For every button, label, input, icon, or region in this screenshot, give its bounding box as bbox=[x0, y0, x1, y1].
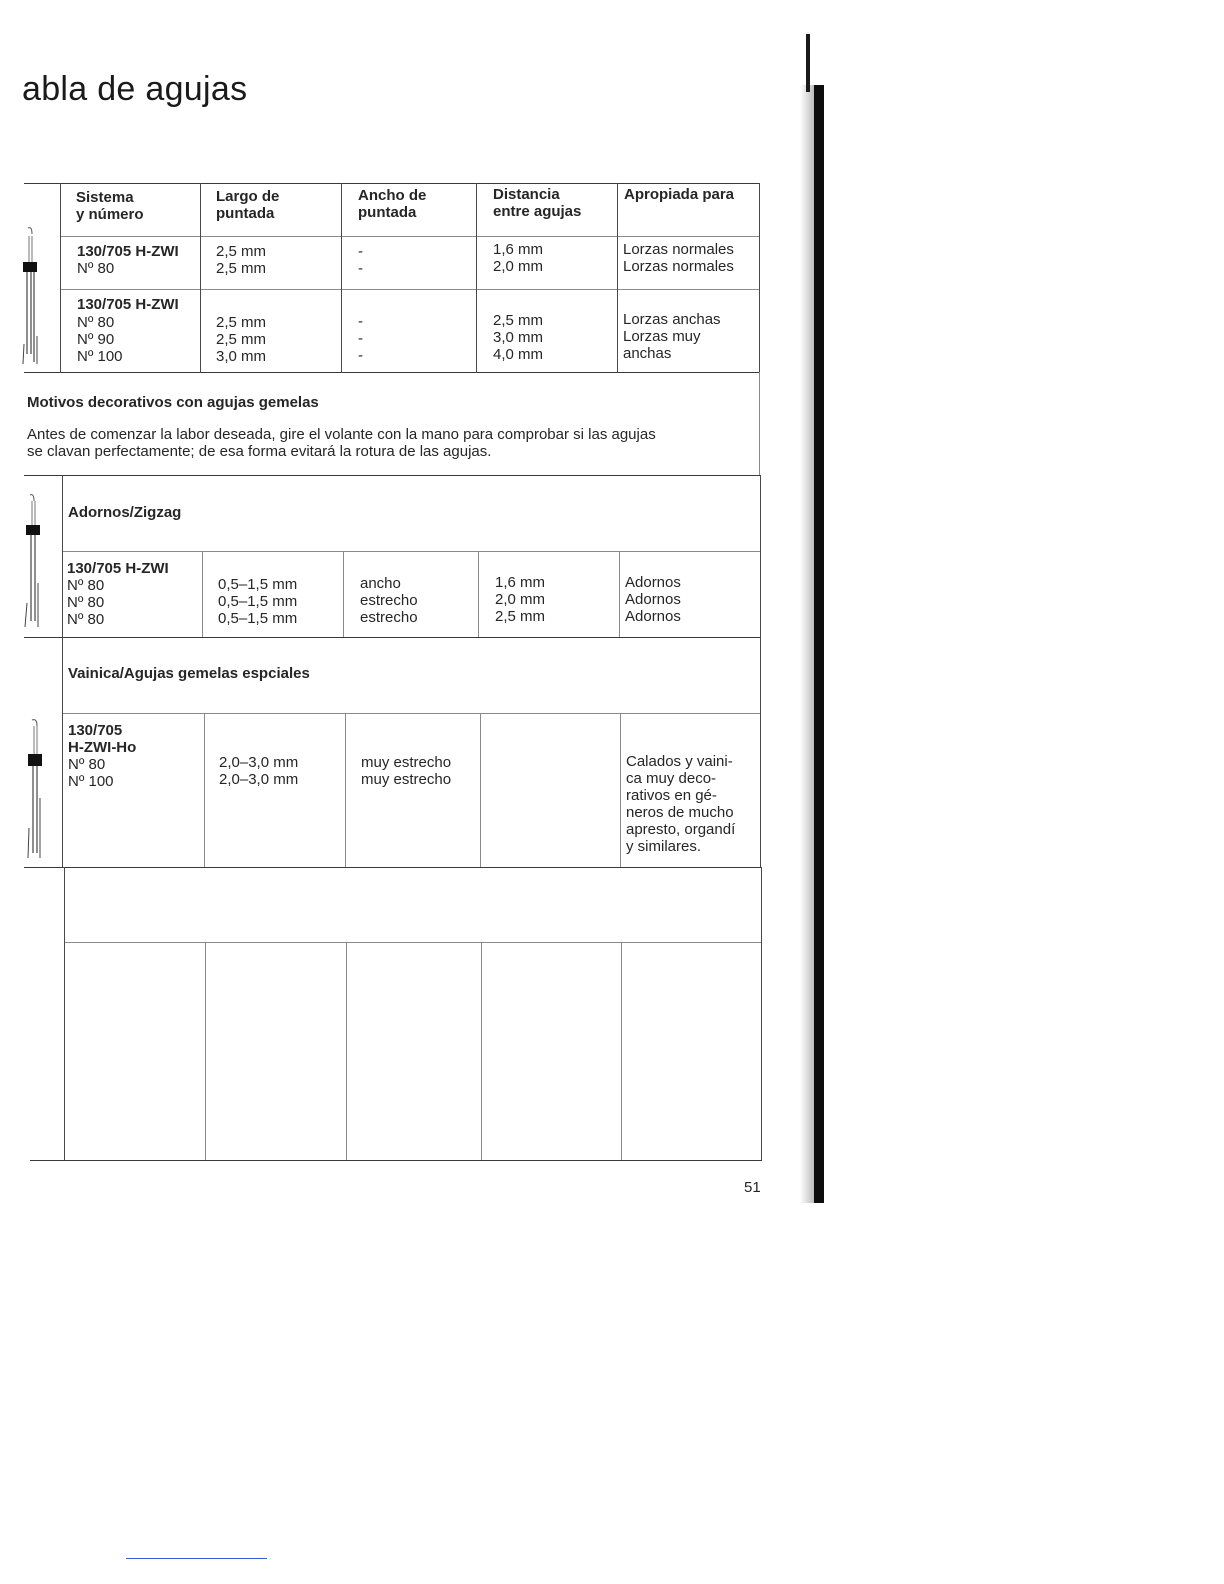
vainica-system: 130/705 H-ZWI-Ho bbox=[68, 722, 137, 756]
adornos-largo: 0,5–1,5 mm 0,5–1,5 mm 0,5–1,5 mm bbox=[218, 576, 298, 627]
binding-shadow bbox=[800, 85, 814, 1203]
row2-distancia: 2,5 mm 3,0 mm 4,0 mm bbox=[493, 312, 544, 363]
binding-mark bbox=[806, 34, 810, 92]
row1-ancho: - - bbox=[358, 243, 363, 277]
twin-needle-icon bbox=[22, 493, 52, 633]
motivos-heading: Motivos decorativos con agujas gemelas bbox=[27, 394, 319, 411]
header-apropiada: Apropiada para bbox=[624, 186, 735, 203]
row2-largo: 2,5 mm 2,5 mm 3,0 mm bbox=[216, 314, 267, 365]
adornos-numbers: Nº 80 Nº 80 Nº 80 bbox=[67, 577, 105, 628]
row1-numbers: Nº 80 bbox=[77, 260, 115, 277]
row1-largo: 2,5 mm 2,5 mm bbox=[216, 243, 267, 277]
header-sistema: Sistema y número bbox=[76, 189, 144, 223]
vainica-apropiada: Calados y vaini- ca muy deco- rativos en gé- neros de mucho apresto, organdí y similares. bbox=[626, 753, 736, 855]
adornos-heading: Adornos/Zigzag bbox=[68, 504, 182, 521]
row1-system: 130/705 H-ZWI bbox=[77, 243, 179, 260]
motivos-paragraph: Antes de comenzar la labor deseada, gire el volante con la mano para comprobar si las agujas se clavan perfectamente; de esa forma evitará la rotura de las agujas. bbox=[27, 426, 656, 460]
twin-needle-icon bbox=[18, 226, 48, 366]
vainica-ancho: muy estrecho muy estrecho bbox=[361, 754, 452, 788]
vainica-heading: Vainica/Agujas gemelas espciales bbox=[68, 665, 310, 682]
header-largo: Largo de puntada bbox=[216, 188, 280, 222]
row2-ancho: - - - bbox=[358, 313, 363, 364]
footer-rule bbox=[126, 1558, 267, 1559]
row1-distancia: 1,6 mm 2,0 mm bbox=[493, 241, 544, 275]
page-title: abla de agujas bbox=[22, 70, 248, 108]
adornos-apropiada: Adornos Adornos Adornos bbox=[625, 574, 681, 625]
header-ancho: Ancho de puntada bbox=[358, 187, 427, 221]
page-number: 51 bbox=[744, 1179, 761, 1196]
adornos-distancia: 1,6 mm 2,0 mm 2,5 mm bbox=[495, 574, 546, 625]
row2-system: 130/705 H-ZWI bbox=[77, 296, 179, 313]
row2-apropiada: Lorzas anchas Lorzas muy anchas bbox=[623, 311, 721, 362]
binding-edge bbox=[814, 85, 824, 1203]
adornos-ancho: ancho estrecho estrecho bbox=[360, 575, 418, 626]
header-distancia: Distancia entre agujas bbox=[493, 186, 582, 220]
vainica-largo: 2,0–3,0 mm 2,0–3,0 mm bbox=[219, 754, 299, 788]
row2-numbers: Nº 80 Nº 90 Nº 100 bbox=[77, 314, 123, 365]
adornos-system: 130/705 H-ZWI bbox=[67, 560, 169, 577]
row1-apropiada: Lorzas normales Lorzas normales bbox=[623, 241, 734, 275]
twin-needle-icon bbox=[22, 718, 52, 863]
vainica-numbers: Nº 80 Nº 100 bbox=[68, 756, 114, 790]
